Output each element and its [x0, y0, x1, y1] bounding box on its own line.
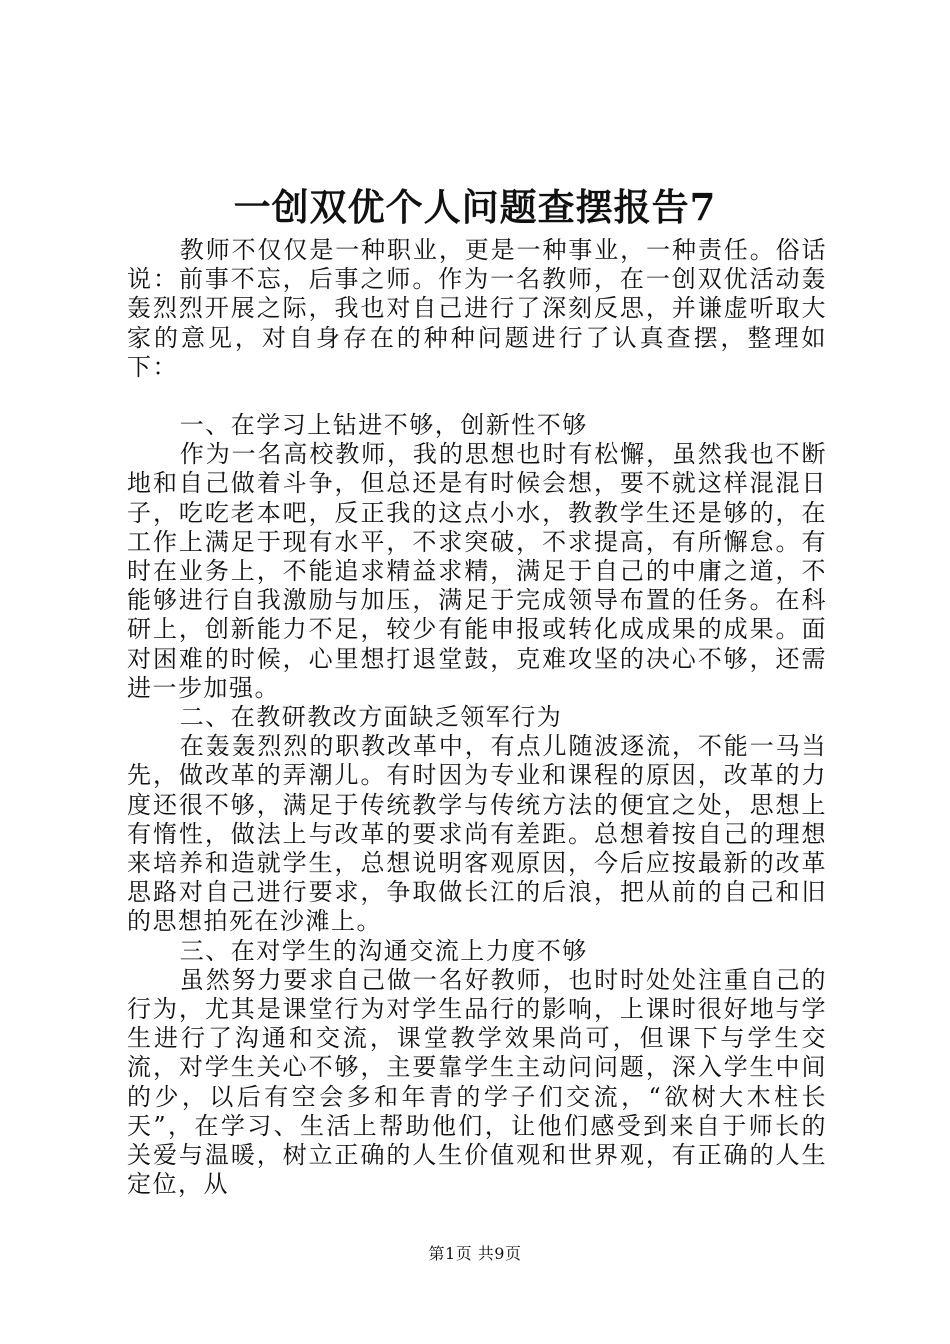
section-2-heading: 二、在教研教改方面缺乏领军行为: [179, 703, 563, 732]
paragraph-spacer: [127, 382, 827, 411]
intro-paragraph: 教师不仅仅是一种职业，更是一种事业，一种责任。俗话说：前事不忘，后事之师。作为一名教师，在一创双优活动轰轰烈烈开展之际，我也对自己进行了深刻反思，并谦虚听取大家的意见，对自身存在的种种问题进行了认真查摆，整理如下：: [127, 236, 827, 381]
section-1-heading: 一、在学习上钻进不够，创新性不够: [179, 411, 588, 440]
page-number-footer: 第1页 共9页: [428, 1244, 522, 1263]
section-2-body: 在轰轰烈烈的职教改革中，有点儿随波逐流，不能一马当先，做改革的弄潮儿。有时因为专业和课程的原因，改革的力度还很不够，满足于传统教学与传统方法的便宜之处，思想上有惰性，做法上与改革的要求尚有差距。总想着按自己的理想来培养和造就学生，总想说明客观原因，今后应按最新的改革思路对自己进行要求，争取做长江的后浪，把从前的自己和旧的思想拍死在沙滩上。: [127, 732, 827, 936]
section-3-heading: 三、在对学生的沟通交流上力度不够: [179, 936, 588, 965]
section-1-body: 作为一名高校教师，我的思想也时有松懈，虽然我也不断地和自己做着斗争，但总还是有时候会想，要不就这样混混日子，吃吃老本吧，反正我的这点小水，教教学生还是够的，在工作上满足于现有水平，不求突破，不求提高，有所懈怠。有时在业务上，不能追求精益求精，满足于自己的中庸之道，不能够进行自我激励与加压，满足于完成领导布置的任务。在科研上，创新能力不足，较少有能申报或转化成成果的成果。面对困难的时候，心里想打退堂鼓，克难攻坚的决心不够，还需进一步加强。: [127, 440, 827, 702]
document-title: 一创双优个人问题查摆报告7: [233, 185, 717, 229]
document-body: [127, 236, 827, 1200]
section-3-body: 虽然努力要求自己做一名好教师，也时时处处注重自己的行为，尤其是课堂行为对学生品行的影响，上课时很好地与学生进行了沟通和交流，课堂教学效果尚可，但课下与学生交流，对学生关心不够，主要靠学生主动问问题，深入学生中间的少，以后有空会多和年青的学子们交流，“欲树大木柱长天”，在学习、生活上帮助他们，让他们感受到来自于师长的关爱与温暖，树立正确的人生价值观和世界观，有正确的人生定位，从: [127, 965, 827, 1199]
